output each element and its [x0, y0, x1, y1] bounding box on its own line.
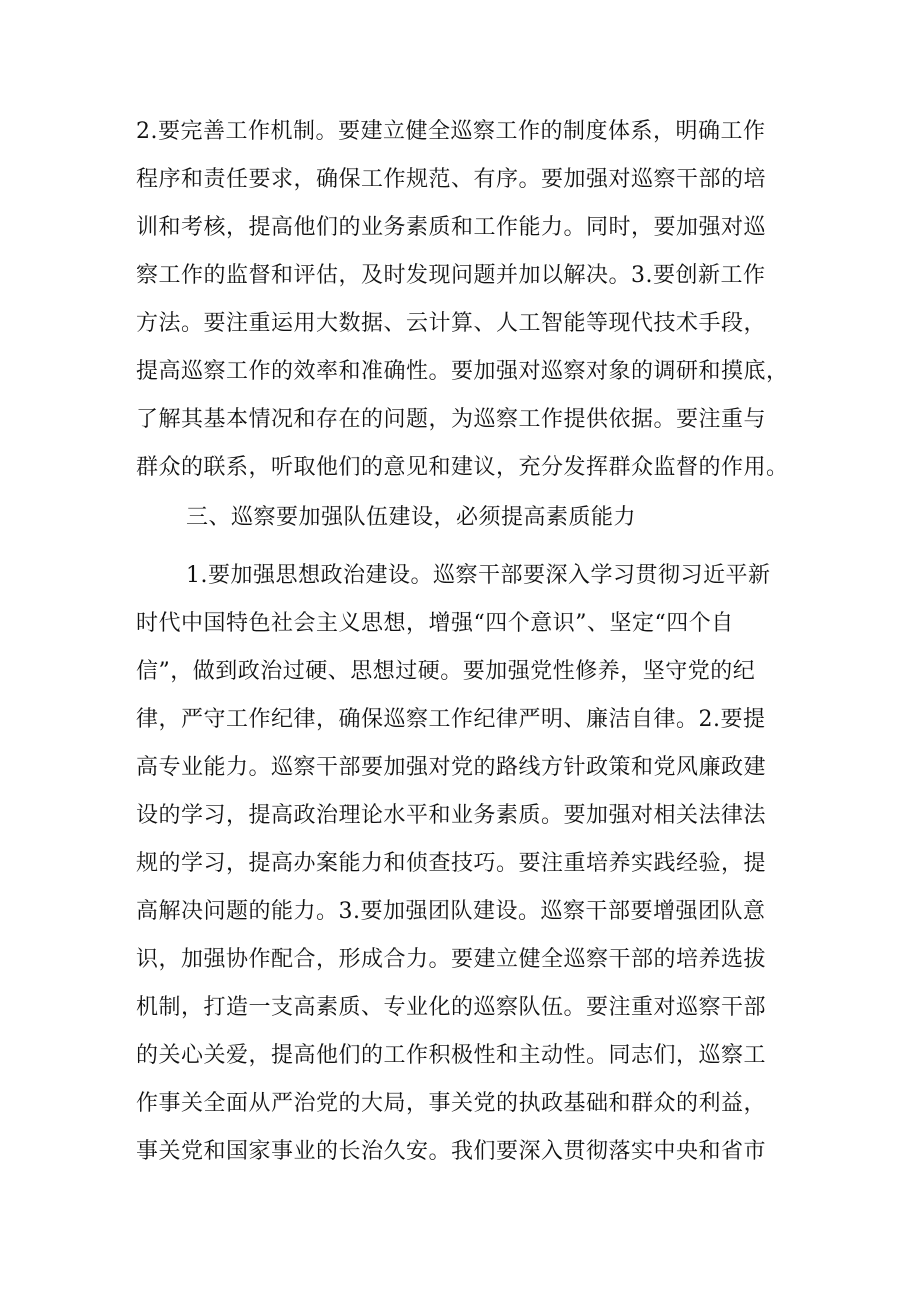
paragraph-2-line: 规的学习，提高办案能力和侦查技巧。要注重培养实践经验，提 [136, 851, 767, 876]
paragraph-2-line: 设的学习，提高政治理论水平和业务素质。要加强对相关法律法 [136, 803, 767, 828]
paragraph-1-line: 察工作的监督和评估，及时发现问题并加以解决。3.要创新工作 [136, 263, 766, 288]
paragraph-2-line: 机制，打造一支高素质、专业化的巡察队伍。要注重对巡察干部 [136, 995, 767, 1020]
paragraph-2-line: 高专业能力。巡察干部要加强对党的路线方针政策和党风廉政建 [136, 755, 767, 780]
paragraph-1-line: 提高巡察工作的效率和准确性。要加强对巡察对象的调研和摸底， [136, 359, 789, 384]
section-heading: 三、巡察要加强队伍建设，必须提高素质能力 [186, 505, 637, 530]
paragraph-2-line: 律，严守工作纪律，确保巡察工作纪律严明、廉洁自律。2.要提 [136, 707, 766, 732]
paragraph-2-line: 信”，做到政治过硬、思想过硬。要加强党性修养，坚守党的纪 [136, 659, 756, 684]
paragraph-1-line: 了解其基本情况和存在的问题，为巡察工作提供依据。要注重与 [136, 407, 767, 432]
paragraph-2-line: 的关心关爱，提高他们的工作积极性和主动性。同志们，巡察工 [136, 1043, 767, 1068]
paragraph-1-line: 2.要完善工作机制。要建立健全巡察工作的制度体系，明确工作 [136, 119, 766, 144]
paragraph-2-line: 时代中国特色社会主义思想，增强“四个意识”、坚定“四个自 [136, 611, 734, 636]
paragraph-1-line: 程序和责任要求，确保工作规范、有序。要加强对巡察干部的培 [136, 167, 767, 192]
paragraph-2-line: 作事关全面从严治党的大局，事关党的执政基础和群众的利益， [136, 1091, 767, 1116]
paragraph-1-line: 群众的联系，听取他们的意见和建议，充分发挥群众监督的作用。 [136, 455, 789, 480]
paragraph-2-line: 高解决问题的能力。3.要加强团队建设。巡察干部要增强团队意 [136, 899, 766, 924]
paragraph-2-line: 识，加强协作配合，形成合力。要建立健全巡察干部的培养选拔 [136, 947, 767, 972]
paragraph-1-line: 训和考核，提高他们的业务素质和工作能力。同时，要加强对巡 [136, 215, 767, 240]
paragraph-1-line: 方法。要注重运用大数据、云计算、人工智能等现代技术手段， [136, 311, 767, 336]
paragraph-2-line: 1.要加强思想政治建设。巡察干部要深入学习贯彻习近平新 [186, 563, 771, 588]
paragraph-2-line: 事关党和国家事业的长治久安。我们要深入贯彻落实中央和省市 [136, 1139, 767, 1164]
